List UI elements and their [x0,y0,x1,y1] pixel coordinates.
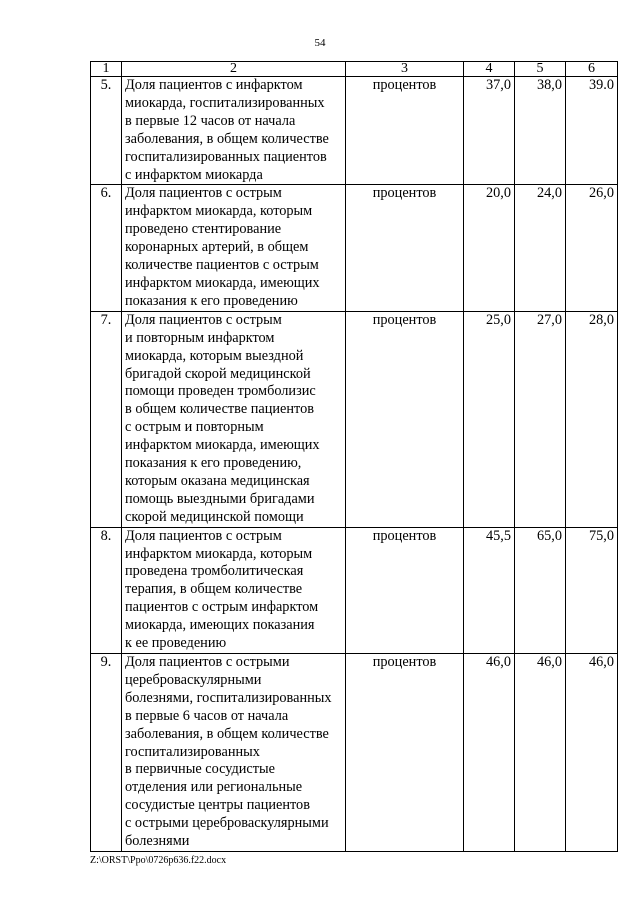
value-col-6: 28,0 [566,311,618,527]
indicator-description [122,654,346,852]
row-number: 6. [91,185,122,311]
description-line: к ее проведению [125,635,227,652]
unit-cell: процентов [346,77,464,185]
table-row [91,311,618,527]
indicator-description [122,185,346,311]
page-number: 54 [314,37,326,49]
value-col-5: 24,0 [515,185,566,311]
description-line: миокарда, госпитализированных [125,94,325,111]
description-line: помощи проведен тромболизис [125,383,316,400]
footer-file-path: Z:\ORST\Ppo\0726p636.f22.docx [90,855,227,866]
unit-cell: процентов [346,311,464,527]
table-row [91,654,618,852]
unit-cell: процентов [346,527,464,653]
description-line: с инфарктом миокарда [125,166,263,183]
description-line: заболевания, в общем количестве [125,130,329,147]
value-col-6: 39.0 [566,77,618,185]
description-line: помощь выездными бригадами [125,490,315,507]
description-line: отделения или региональные [125,779,303,796]
value-col-4: 25,0 [464,311,515,527]
value-col-6: 26,0 [566,185,618,311]
table-row [91,77,618,185]
header-col-3: 3 [346,62,464,77]
table-row [91,185,618,311]
table-header-row [91,62,618,77]
description-line: болезнями [125,833,190,850]
description-line: миокарда, которым выездной [125,347,304,364]
description-line: инфарктом миокарда, имеющих [125,274,320,291]
value-col-5: 38,0 [515,77,566,185]
table-row [91,527,618,653]
description-line: в первые 6 часов от начала [125,707,289,724]
description-line: проведено стентирование [125,221,282,238]
description-line: Доля пациентов с острыми [125,654,290,670]
value-col-6: 46,0 [566,654,618,852]
header-col-6: 6 [566,62,618,77]
row-number: 9. [91,654,122,852]
row-number: 5. [91,77,122,185]
description-line: и повторным инфарктом [125,329,275,346]
header-col-1: 1 [91,62,122,77]
unit-cell: процентов [346,185,464,311]
description-line: Доля пациентов с острым [125,527,282,544]
description-line: коронарных артерий, в общем [125,239,309,256]
description-line: проведена тромболитическая [125,563,304,580]
description-line: пациентов с острым инфарктом [125,599,319,616]
description-line: показания к его проведению, [125,455,302,472]
header-col-5: 5 [515,62,566,77]
indicators-table [90,61,618,852]
value-col-5: 65,0 [515,527,566,653]
description-line: с острыми цереброваскулярными [125,815,329,832]
description-line: скорой медицинской помощи [125,508,304,525]
description-line: болезнями, госпитализированных [125,689,332,706]
description-line: инфарктом миокарда, которым [125,203,313,220]
value-col-4: 45,5 [464,527,515,653]
description-line: показания к его проведению [125,292,298,309]
description-line: с острым и повторным [125,419,264,436]
value-col-5: 46,0 [515,654,566,852]
value-col-6: 75,0 [566,527,618,653]
value-col-5: 27,0 [515,311,566,527]
description-line: сосудистые центры пациентов [125,797,310,814]
description-line: терапия, в общем количестве [125,581,303,598]
description-line: госпитализированных пациентов [125,148,327,165]
description-line: миокарда, имеющих показания [125,617,315,634]
description-line: заболевания, в общем количестве [125,725,329,742]
header-col-2: 2 [122,62,346,77]
description-line: количестве пациентов с острым [125,257,319,274]
description-line: цереброваскулярными [125,671,262,688]
description-line: инфарктом миокарда, имеющих [125,437,320,454]
description-line: в общем количестве пациентов [125,401,315,418]
description-line: инфарктом миокарда, которым [125,545,313,562]
description-line: в первичные сосудистые [125,761,275,778]
description-line: в первые 12 часов от начала [125,112,296,129]
description-line: госпитализированных [125,743,260,760]
value-col-4: 46,0 [464,654,515,852]
indicator-description [122,77,346,185]
description-line: бригадой скорой медицинской [125,365,311,382]
value-col-4: 20,0 [464,185,515,311]
row-number: 8. [91,527,122,653]
header-col-4: 4 [464,62,515,77]
description-line: Доля пациентов с острым [125,185,282,202]
description-line: Доля пациентов с инфарктом [125,77,303,93]
indicator-description [122,527,346,653]
row-number: 7. [91,311,122,527]
value-col-4: 37,0 [464,77,515,185]
description-line: которым оказана медицинская [125,472,310,489]
indicator-description [122,311,346,527]
description-line: Доля пациентов с острым [125,311,282,328]
unit-cell: процентов [346,654,464,852]
